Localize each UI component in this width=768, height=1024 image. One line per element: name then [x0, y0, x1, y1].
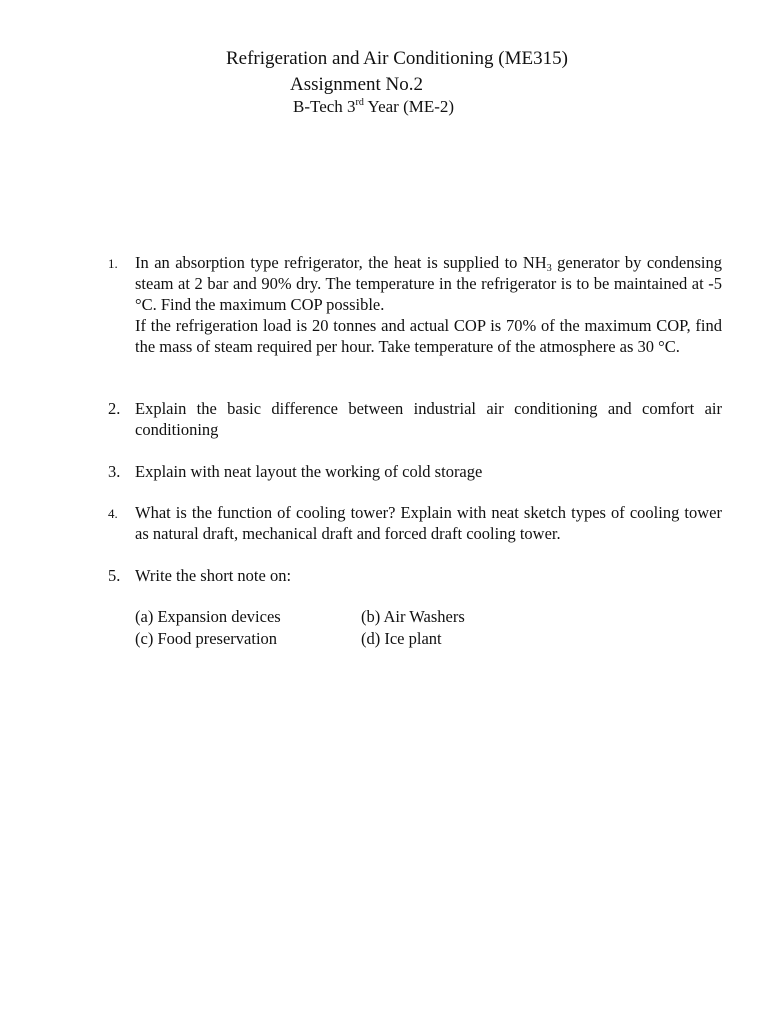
question-number: 1.	[108, 256, 118, 271]
short-notes-list	[135, 606, 535, 650]
question-text: What is the function of cooling tower? Explain with neat sketch types of cooling tower as natural draft, mechanical draft and forced draft cooling tower.	[135, 503, 722, 543]
class-ordinal-suffix: rd	[355, 97, 364, 108]
question-2	[108, 398, 722, 440]
subscript-3: 3	[546, 263, 552, 274]
question-number: 4.	[108, 506, 118, 521]
question-1-text-b: generator by condensing steam at 2 bar and 90% dry. The temperature in the refrigerator is to be maintained at -5 °C. Find the maximum COP possible.	[135, 253, 723, 314]
question-4	[108, 502, 722, 544]
class-prefix: B-Tech 3	[293, 97, 356, 116]
question-3	[108, 461, 722, 482]
question-text	[135, 252, 722, 357]
question-text: Write the short note on:	[135, 566, 292, 585]
short-note-a: (a) Expansion devices	[135, 607, 281, 626]
short-notes-row	[135, 628, 535, 650]
assignment-number: Assignment No.2	[290, 74, 423, 95]
short-note-d: (d) Ice plant	[361, 629, 442, 648]
short-note-b: (b) Air Washers	[361, 607, 465, 626]
course-title: Refrigeration and Air Conditioning (ME315)	[226, 48, 568, 69]
question-1-part-2: If the refrigeration load is 20 tonnes and actual COP is 70% of the maximum COP, find the mass of steam required per hour. Take temperature of the atmosphere as 30 °C.	[135, 316, 722, 356]
class-suffix: Year (ME-2)	[363, 97, 455, 116]
question-5	[108, 565, 722, 586]
question-1	[108, 252, 722, 357]
question-number: 2.	[108, 399, 121, 418]
short-notes-row	[135, 606, 535, 628]
question-text: Explain with neat layout the working of cold storage	[135, 462, 483, 481]
class-name	[293, 96, 454, 118]
question-number: 3.	[108, 462, 121, 481]
question-number: 5.	[108, 566, 121, 585]
question-1-text-a: In an absorption type refrigerator, the heat is supplied to NH	[135, 253, 547, 272]
question-1-part-1	[135, 252, 722, 315]
question-text: Explain the basic difference between industrial air conditioning and comfort air conditioning	[135, 399, 722, 439]
short-note-c: (c) Food preservation	[135, 629, 278, 648]
